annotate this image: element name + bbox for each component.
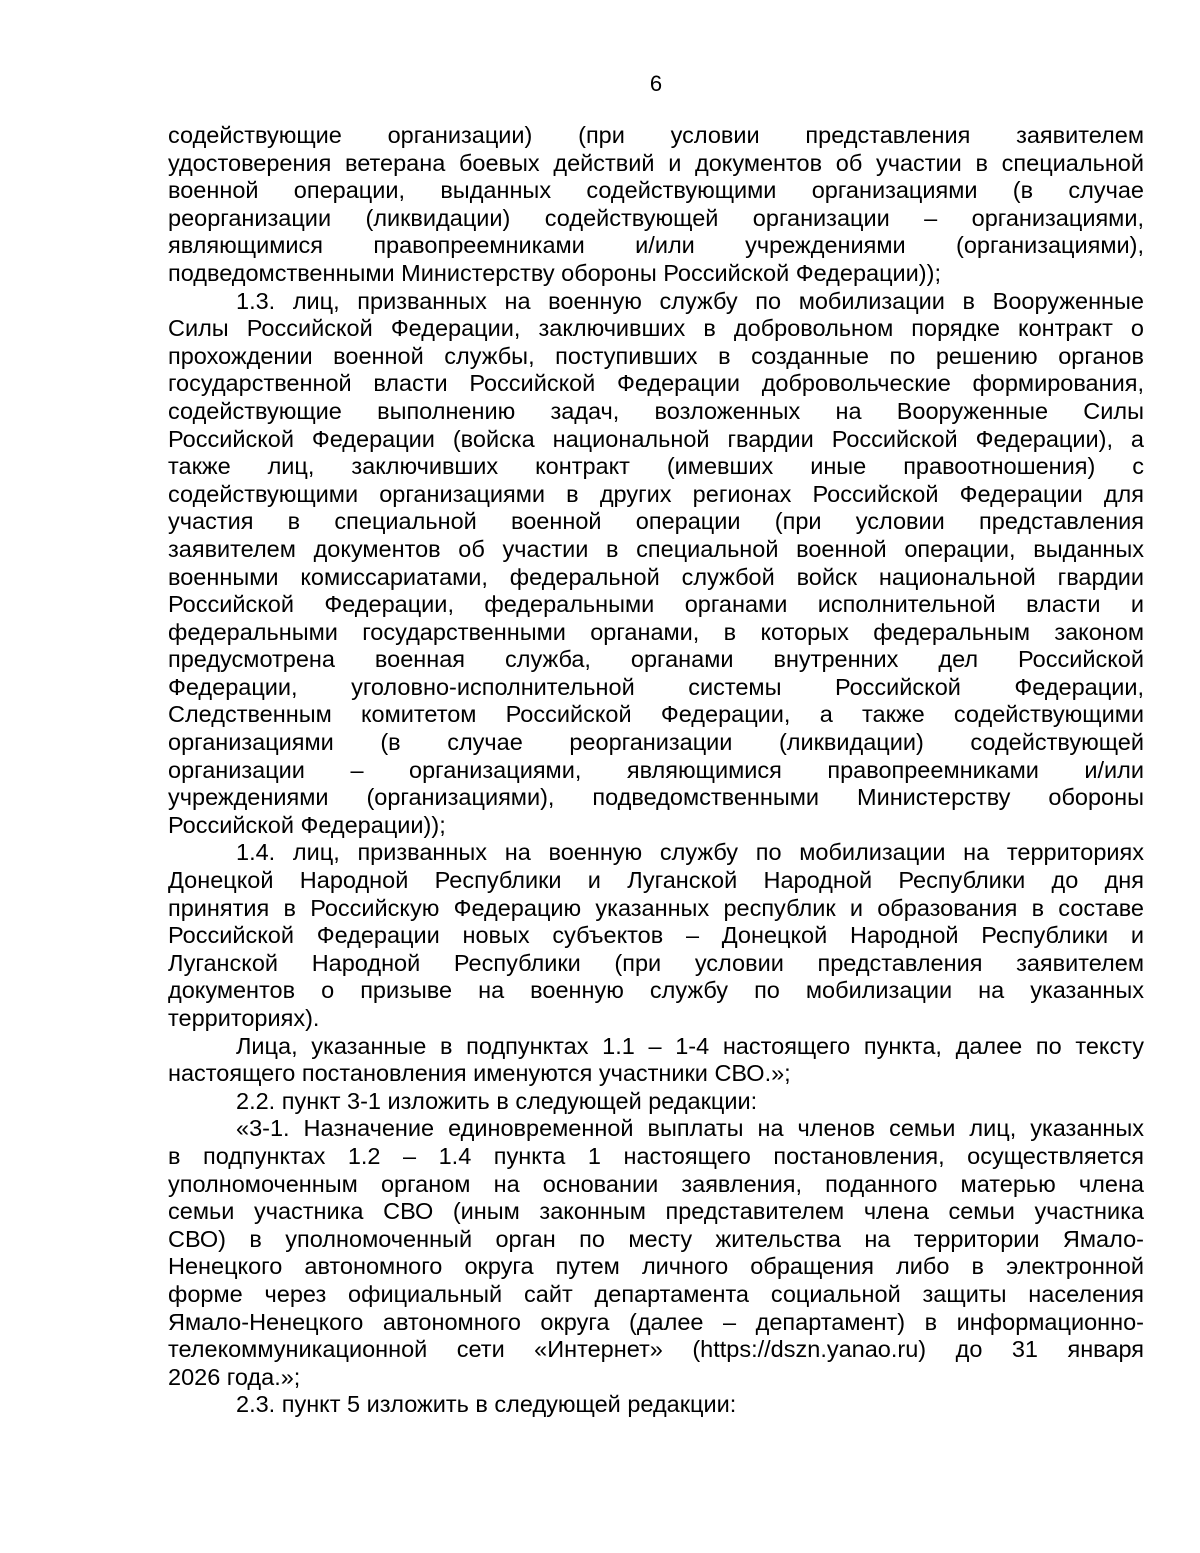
- text-line: учреждениями (организациями), подведомственными Министерству обороны: [168, 784, 1144, 811]
- text-line: 2026 года.»;: [168, 1363, 301, 1390]
- text-line: Ненецкого автономного округа путем личного обращения либо в электронной: [168, 1253, 1144, 1280]
- text-line: содействующие организации) (при условии представления заявителем: [168, 122, 1144, 148]
- text-line: прохождении военной службы, поступивших в созданные по решению органов: [168, 342, 1144, 369]
- text-line: содействующие выполнению задач, возложенных на Вооруженные Силы: [168, 397, 1144, 424]
- text-line: телекоммуникационной сети «Интернет» (https://dszn.yanao.ru) до 31 января: [168, 1336, 1144, 1363]
- text-line: уполномоченным органом на основании заявления, поданного матерью члена: [168, 1170, 1144, 1197]
- text-line: также лиц, заключивших контракт (имевших иные правоотношения) с: [168, 453, 1144, 480]
- text-line: заявителем документов об участии в специальной военной операции, выданных: [168, 535, 1144, 562]
- text-line: федеральными государственными органами, в которых федеральным законом: [168, 618, 1144, 645]
- text-line: документов о призыве на военную службу по мобилизации на указанных: [168, 977, 1144, 1004]
- text-line: 1.4. лиц, призванных на военную службу по мобилизации на территориях: [236, 839, 1144, 866]
- text-line: организации – организациями, являющимися правопреемниками и/или: [168, 756, 1144, 783]
- text-line: Луганской Народной Республики (при условии представления заявителем: [168, 949, 1144, 976]
- text-line: Российской Федерации, федеральными органами исполнительной власти и: [168, 591, 1144, 618]
- text-line: военными комиссариатами, федеральной службой войск национальной гвардии: [168, 563, 1144, 590]
- text-line: принятия в Российскую Федерацию указанных республик и образования в составе: [168, 894, 1144, 921]
- text-line: организациями (в случае реорганизации (ликвидации) содействующей: [168, 729, 1144, 756]
- text-line: в подпунктах 1.2 – 1.4 пункта 1 настоящего постановления, осуществляется: [168, 1142, 1144, 1169]
- text-line: форме через официальный сайт департамента социальной защиты населения: [168, 1280, 1144, 1307]
- text-line: подведомственными Министерству обороны Российской Федерации));: [168, 259, 941, 286]
- text-line: семьи участника СВО (иным законным представителем члена семьи участника: [168, 1198, 1144, 1225]
- text-line: участия в специальной военной операции (при условии представления: [168, 508, 1144, 535]
- text-line: Российской Федерации (войска национальной гвардии Российской Федерации), а: [168, 425, 1144, 452]
- text-line: содействующими организациями в других регионах Российской Федерации для: [168, 480, 1144, 507]
- text-line: «3-1. Назначение единовременной выплаты на членов семьи лиц, указанных: [236, 1115, 1144, 1142]
- text-line: являющимися правопреемниками и/или учреждениями (организациями),: [168, 232, 1144, 259]
- text-line: Российской Федерации новых субъектов – Донецкой Народной Республики и: [168, 922, 1144, 949]
- text-line: предусмотрена военная служба, органами внутренних дел Российской: [168, 646, 1144, 673]
- text-line: Следственным комитетом Российской Федерации, а также содействующими: [168, 701, 1144, 728]
- text-line: удостоверения ветерана боевых действий и документов об участии в специальной: [168, 149, 1144, 176]
- text-line: Донецкой Народной Республики и Луганской Народной Республики до дня: [168, 867, 1144, 894]
- text-line: военной операции, выданных содействующими организациями (в случае: [168, 177, 1144, 204]
- document-body: [168, 122, 1144, 1419]
- text-line: Силы Российской Федерации, заключивших в добровольном порядке контракт о: [168, 315, 1144, 342]
- text-line: Федерации, уголовно-исполнительной системы Российской Федерации,: [168, 673, 1144, 700]
- text-line: 1.3. лиц, призванных на военную службу по мобилизации в Вооруженные: [236, 287, 1144, 314]
- text-line: территориях).: [168, 1005, 320, 1031]
- text-line: 2.3. пункт 5 изложить в следующей редакции:: [236, 1391, 737, 1418]
- page-number: 6: [649, 71, 663, 96]
- text-line: реорганизации (ликвидации) содействующей организации – организациями,: [168, 204, 1144, 231]
- text-line: Российской Федерации));: [168, 811, 446, 838]
- text-line: СВО) в уполномоченный орган по месту жительства на территории Ямало-: [168, 1225, 1144, 1252]
- text-line: Ямало-Ненецкого автономного округа (далее – департамент) в информационно-: [168, 1308, 1144, 1335]
- text-line: государственной власти Российской Федерации добровольческие формирования,: [168, 370, 1144, 397]
- text-line: Лица, указанные в подпунктах 1.1 – 1-4 настоящего пункта, далее по тексту: [236, 1032, 1144, 1059]
- text-line: 2.2. пункт 3-1 изложить в следующей редакции:: [236, 1087, 758, 1114]
- text-line: настоящего постановления именуются участники СВО.»;: [168, 1060, 791, 1087]
